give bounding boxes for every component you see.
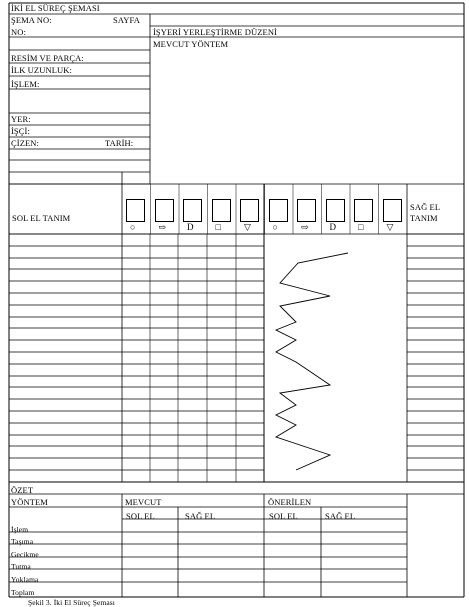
description-label: TANIM <box>410 213 438 223</box>
symbol-box <box>383 199 402 222</box>
symbol-triangle-icon: ▽ <box>386 222 394 232</box>
drawing-part-label: RESİM VE PARÇA: <box>11 53 84 63</box>
symbol-box <box>326 199 345 222</box>
worker-label: İŞÇİ: <box>11 126 30 136</box>
figure-caption: Şekil 3. İki El Süreç Şeması <box>28 598 115 607</box>
symbol-d-icon: D <box>187 222 194 232</box>
drawn-by-label: ÇİZEN: <box>11 138 39 148</box>
symbol-arrow-icon: ⇨ <box>158 222 167 232</box>
first-length-label: İLK UZUNLUK: <box>11 65 72 75</box>
proposed-label: ÖNERİLEN <box>268 497 312 507</box>
symbol-triangle-icon: ▽ <box>244 222 252 232</box>
symbol-box <box>354 199 373 222</box>
left-hand-description-label: SOL EL TANIM <box>12 213 71 223</box>
symbol-box <box>183 199 202 222</box>
current-label: MEVCUT <box>125 497 162 507</box>
current-right-hand-label: SAĞ EL <box>185 511 216 521</box>
method-label: YÖNTEM <box>11 497 48 507</box>
workplace-layout-label: İŞYERİ YERLEŞTİRME DÜZENİ <box>153 27 278 37</box>
summary-row-delay: Gecikme <box>11 550 39 559</box>
summary-row-transport: Taşıma <box>11 537 34 546</box>
symbol-box <box>297 199 316 222</box>
symbol-box <box>126 199 145 222</box>
operation-label: İŞLEM: <box>11 79 40 89</box>
summary-row-hold: Tutma <box>11 562 31 571</box>
symbol-arrow-icon: ⇨ <box>301 222 309 232</box>
summary-row-operation: İşlem <box>11 525 29 534</box>
summary-row-total: Toplam <box>11 588 35 597</box>
date-label: TARİH: <box>105 138 134 148</box>
chart-no-label: ŞEMA NO: <box>11 15 52 25</box>
summary-label: ÖZET <box>11 485 34 495</box>
symbol-d-icon: D <box>329 222 337 232</box>
proposed-left-hand-label: SOL EL <box>269 511 298 521</box>
no-label: NO: <box>11 27 26 37</box>
flow-zigzag-line <box>276 253 348 470</box>
symbol-box <box>212 199 231 222</box>
symbol-box <box>269 199 288 222</box>
symbol-box <box>240 199 259 222</box>
location-label: YER: <box>11 114 31 124</box>
symbol-square-icon: □ <box>358 222 364 232</box>
current-method-label: MEVCUT YÖNTEM <box>153 39 229 49</box>
form-title: İKİ EL SÜREÇ ŞEMASI <box>11 3 100 13</box>
symbol-box <box>155 199 174 222</box>
symbol-square-icon: □ <box>215 222 222 232</box>
page-label: SAYFA <box>113 15 140 25</box>
summary-row-inspect: Yoklama <box>11 575 39 584</box>
symbol-circle-icon: ○ <box>130 222 136 232</box>
symbol-circle-icon: ○ <box>272 222 279 232</box>
current-left-hand-label: SOL EL <box>126 511 155 521</box>
proposed-right-hand-label: SAĞ EL <box>325 511 356 521</box>
right-hand-label: SAĞ EL <box>410 202 441 212</box>
